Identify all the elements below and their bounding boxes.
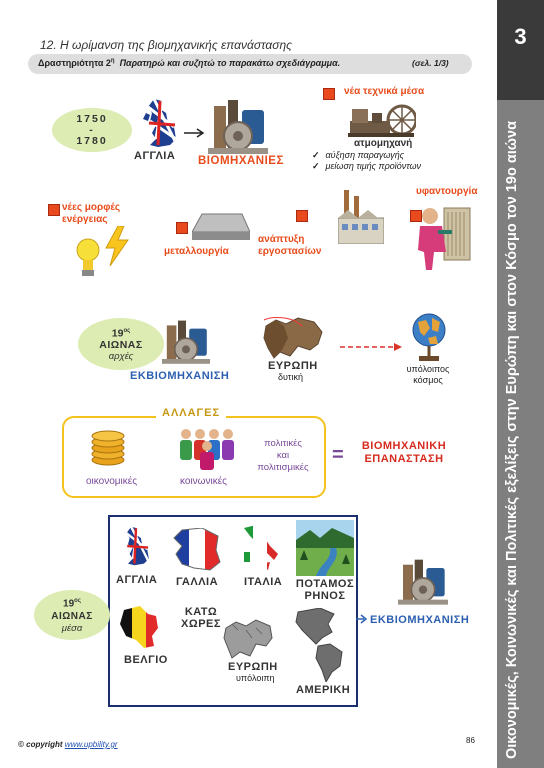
new-means-label: νέα τεχνικά μέσα — [344, 86, 425, 97]
copyright-line: © copyright www.upbility.gr — [18, 740, 118, 749]
factories-label-1: ανάπτυξη εργοστασίων — [258, 234, 322, 257]
rest-europe-label: ΕΥΡΩΠΗ — [228, 661, 278, 673]
century-oval-early: $19^{o\varsigma}$ ΑΙΩΝΑΣ αρχές — [78, 318, 164, 370]
square-bullet — [296, 210, 308, 222]
chapter-tab — [497, 0, 544, 100]
belgium-flag-map-icon — [118, 606, 160, 650]
square-bullet — [48, 204, 60, 216]
dashed-arrow-icon — [340, 342, 404, 352]
side-title-text: Οικονομικές, Κοινωνικές και Πολιτικές εξελίξεις στην Ευρώπη και στον Κόσμο τον 19ο αιώνα — [504, 120, 520, 760]
century-oval-mid: $19^{o\varsigma}$ ΑΙΩΝΑΣ μέσα — [34, 590, 110, 640]
arrow-right-icon — [184, 128, 206, 138]
belgium-label: ΒΕΛΓΙΟ — [124, 654, 168, 666]
date-oval: 1750 - 1780 — [52, 108, 132, 152]
steam-engine-label: ατμομηχανή — [354, 138, 413, 149]
page-title: 12. Η ωρίμανση της βιομηχανικής επανάστασης — [40, 38, 292, 52]
uk-flag-map-icon — [140, 97, 180, 149]
italy-flag-map-icon — [240, 524, 280, 572]
textiles-label: υφαντουργία — [416, 186, 478, 197]
result-label: ΒΙΟΜΗΧΑΝΙΚΗ ΕΠΑΝΑΣΤΑΣΗ — [361, 440, 447, 465]
website-link[interactable]: www.upbility.gr — [64, 740, 118, 749]
rhine-label: ΠΟΤΑΜΟΣ ΡΗΝΟΣ — [295, 578, 355, 602]
west-label: δυτική — [278, 372, 303, 382]
england-label: ΑΓΓΛΙΑ — [116, 574, 158, 586]
steam-engine-icon — [348, 103, 416, 137]
effect-2: ✓ μείωση τιμής προϊόντων — [312, 161, 421, 171]
activity-label: Δραστηριότητα $2^\eta$ Παρατηρώ και συζητώ το παρακάτω σχεδιάγραμμα. — [38, 58, 341, 68]
square-bullet — [176, 222, 188, 234]
side-title — [504, 120, 538, 760]
political-label: πολιτικές και πολιτισμικές — [257, 438, 309, 473]
factory-icon — [338, 190, 384, 244]
coins-icon — [88, 426, 128, 466]
europe-label: ΕΥΡΩΠΗ — [268, 360, 318, 372]
effect-1: ✓ αύξηση παραγωγής — [312, 150, 405, 160]
factory-machine-icon — [162, 318, 210, 368]
lightning-icon — [104, 226, 130, 266]
frame-arrow-icon — [356, 614, 368, 624]
industrialization-label-2: ΕΚΒΙΟΜΗΧΑΝΙΣΗ — [370, 614, 470, 626]
activity-page-ref: (σελ. 1/3) — [412, 58, 449, 68]
changes-label: ΑΛΛΑΓΕΣ — [156, 407, 226, 419]
america-map-icon — [292, 608, 352, 682]
energy-label: νέες μορφές ενέργειας — [62, 202, 121, 225]
globe-icon — [410, 312, 448, 362]
factory-machine-icon — [398, 556, 448, 610]
country-england: ΑΓΓΛΙΑ — [134, 150, 176, 162]
page-number: 86 — [466, 736, 475, 745]
rest-europe-sub: υπόλοιπη — [236, 673, 275, 683]
social-label: κοινωνικές — [180, 476, 227, 487]
america-label: ΑΜΕΡΙΚΗ — [296, 684, 351, 696]
low-countries-label: ΚΑΤΩ ΧΩΡΕΣ — [181, 606, 221, 630]
industrialization-label: ΕΚΒΙΟΜΗΧΑΝΙΣΗ — [130, 370, 230, 382]
chapter-number: 3 — [514, 24, 527, 49]
metal-ingot-icon — [192, 212, 250, 242]
france-flag-map-icon — [172, 528, 222, 572]
industries-label: ΒΙΟΜΗΧΑΝΙΕΣ — [198, 155, 284, 167]
metallurgy-label: μεταλλουργία — [164, 246, 229, 257]
people-icon — [176, 426, 238, 470]
lightbulb-icon — [76, 238, 100, 278]
economic-label: οικονομικές — [86, 476, 138, 487]
europe-grey-map-icon — [222, 618, 274, 660]
equals-sign: = — [332, 444, 344, 466]
rest-world-label: υπόλοιπος κόσμος — [406, 364, 450, 385]
uk-flag-map-icon — [120, 522, 152, 570]
rhine-river-image — [296, 520, 354, 576]
france-label: ΓΑΛΛΙΑ — [176, 576, 219, 588]
square-bullet — [323, 88, 335, 100]
italy-label: ΙΤΑΛΙΑ — [244, 576, 283, 588]
factory-machine-icon — [208, 100, 268, 156]
europe-map-icon — [262, 316, 324, 360]
weaver-icon — [412, 202, 476, 272]
